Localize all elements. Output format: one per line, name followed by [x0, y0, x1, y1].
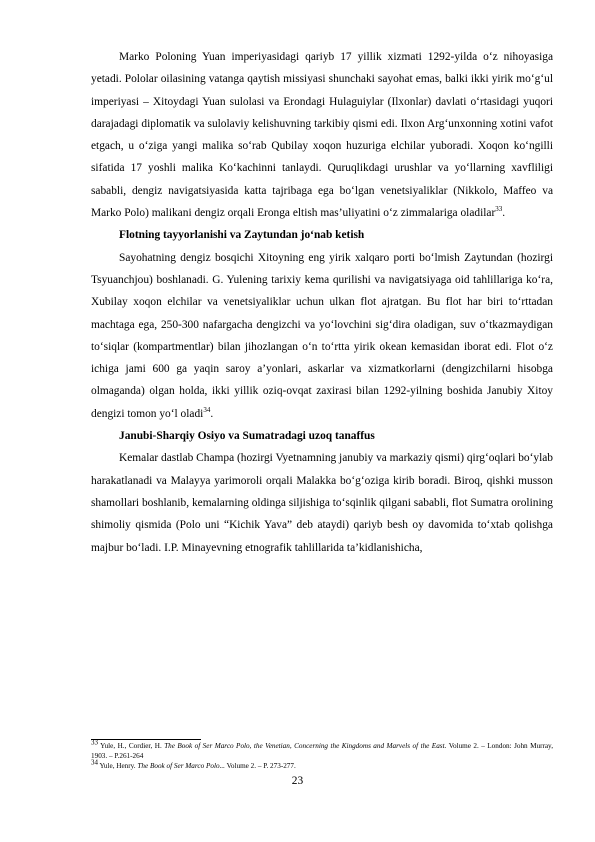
footnote-ref-33[interactable]: 33: [495, 205, 503, 214]
paragraph-2: [91, 247, 553, 425]
paragraph-1-end: .: [502, 207, 506, 220]
footnote-34-number: 34: [91, 759, 98, 768]
page-number: 23: [291, 775, 304, 787]
paragraph-3: Kemalar dastlab Champa (hozirgi Vyetnamning janubiy va markaziy qismi) qirg‘oqlari bo‘ylab harakatlanadi va Malayya yarimoroli orqali Malakka bo‘g‘oziga kirib boradi. Biroq, qishki musson shamollari boshlanib, kemalarning oldinga siljishiga to‘sqinlik qilgani sababli, flot Sumatra orolining shimoliy qismida (Polo uni “Kichik Yava” deb ataydi) qariyb besh oy davomida to‘xtab qolishga majbur bo‘ladi. I.P. Minayevning etnografik tahlillarida ta’kidlanishicha,: [91, 452, 553, 554]
footnote-34-details: Volume 2. – P. 273-277.: [224, 762, 296, 771]
footnote-33-details: Volume 2. – London: John Murray, 1903. – P.261-264: [91, 742, 553, 761]
footnote-34-authors: Yule, Henry.: [98, 762, 138, 771]
footnote-33-number: 33: [91, 738, 98, 747]
footnote-ref-34[interactable]: 34: [203, 405, 211, 414]
paragraph-2-text: Sayohatning dengiz bosqichi Xitoyning eng yirik xalqaro porti bo‘lmish Zaytundan (hozirgi Tsyuanchjou) boshlanadi. G. Yulening tarixiy kema qurilishi va navigatsiyaga oid tahlillariga ko‘ra, Xubilay xoqon elchilar va venetsiyaliklar uchun ulkan flot ajratgan. Bu flot har biri to‘rttadan machtaga ega, 250-300 nafargacha dengizchi va yo‘lovchini sig‘dira oladigan, suv o‘tkazmaydigan to‘siqlar (kompartmentlar) bilan jihozlangan o‘n to‘rtta yirik okean kemasidan iborat edi. Flot o‘z ichiga jami 600 ga yaqin saroy a’yonlari, askarlar va xizmatkorlarni (dengizchilarni hisobga olmaganda) olgan holda, ikki yillik oziq-ovqat zaxirasi bilan 1292-yilning boshida Janubiy Xitoy dengizi tomon yo‘l oladi: [91, 251, 553, 420]
footnote-34-title: The Book of Ser Marco Polo...: [137, 762, 225, 771]
section-heading-fleet: Flotning tayyorlanishi va Zaytundan jo‘nab ketish: [119, 229, 365, 242]
footnote-separator: [91, 739, 201, 740]
paragraph-2-end: .: [210, 407, 214, 420]
main-text: [91, 46, 553, 559]
footnote-33-authors: Yule, H., Cordier, H.: [98, 742, 165, 750]
footnote-34: [91, 761, 553, 771]
paragraph-1-text: Marko Poloning Yuan imperiyasidagi qariyb 17 yillik xizmati 1292-yilda o‘z nihoyasiga yetadi. Pololar oilasining vatanga qaytish missiyasi shunchaki sayohat emas, balki ikki yirik mo‘g‘ul imperiyasi – Xitoydagi Yuan sulolasi va Erondagi Hulaguiylar (Ilxonlar) davlati o‘rtasidagi yuqori darajadagi diplomatik va sulolaviy kelishuvning tarkibiy qismi edi. Ilxon Arg‘unxonning xotini vafot etgach, u o‘ziga yangi malika so‘rab Qubilay xoqon huzuriga elchilar yuboradi. Xoqon ko‘ngilli sifatida 17 yoshli malika Ko‘kachinni tanlaydi. Quruqlikdagi urushlar va yo‘llarning xavfliligi sababli, dengiz navigatsiyasida katta tajribaga ega bo‘lgan venetsiyaliklar (Nikkolo, Maffeo va Marko Polo) malikani dengiz orqali Eronga eltish mas’uliyatini o‘z zimmalariga oladilar: [91, 51, 553, 220]
section-heading-sumatra: Janubi-Sharqiy Osiyo va Sumatradagi uzoq tanaffus: [119, 430, 375, 443]
footnotes: [91, 738, 553, 772]
paragraph-1: [91, 46, 553, 224]
footnote-33: [91, 738, 553, 761]
footnote-33-title: The Book of Ser Marco Polo, the Venetian, Concerning the Kingdoms and Marvels of the East.: [164, 742, 447, 750]
